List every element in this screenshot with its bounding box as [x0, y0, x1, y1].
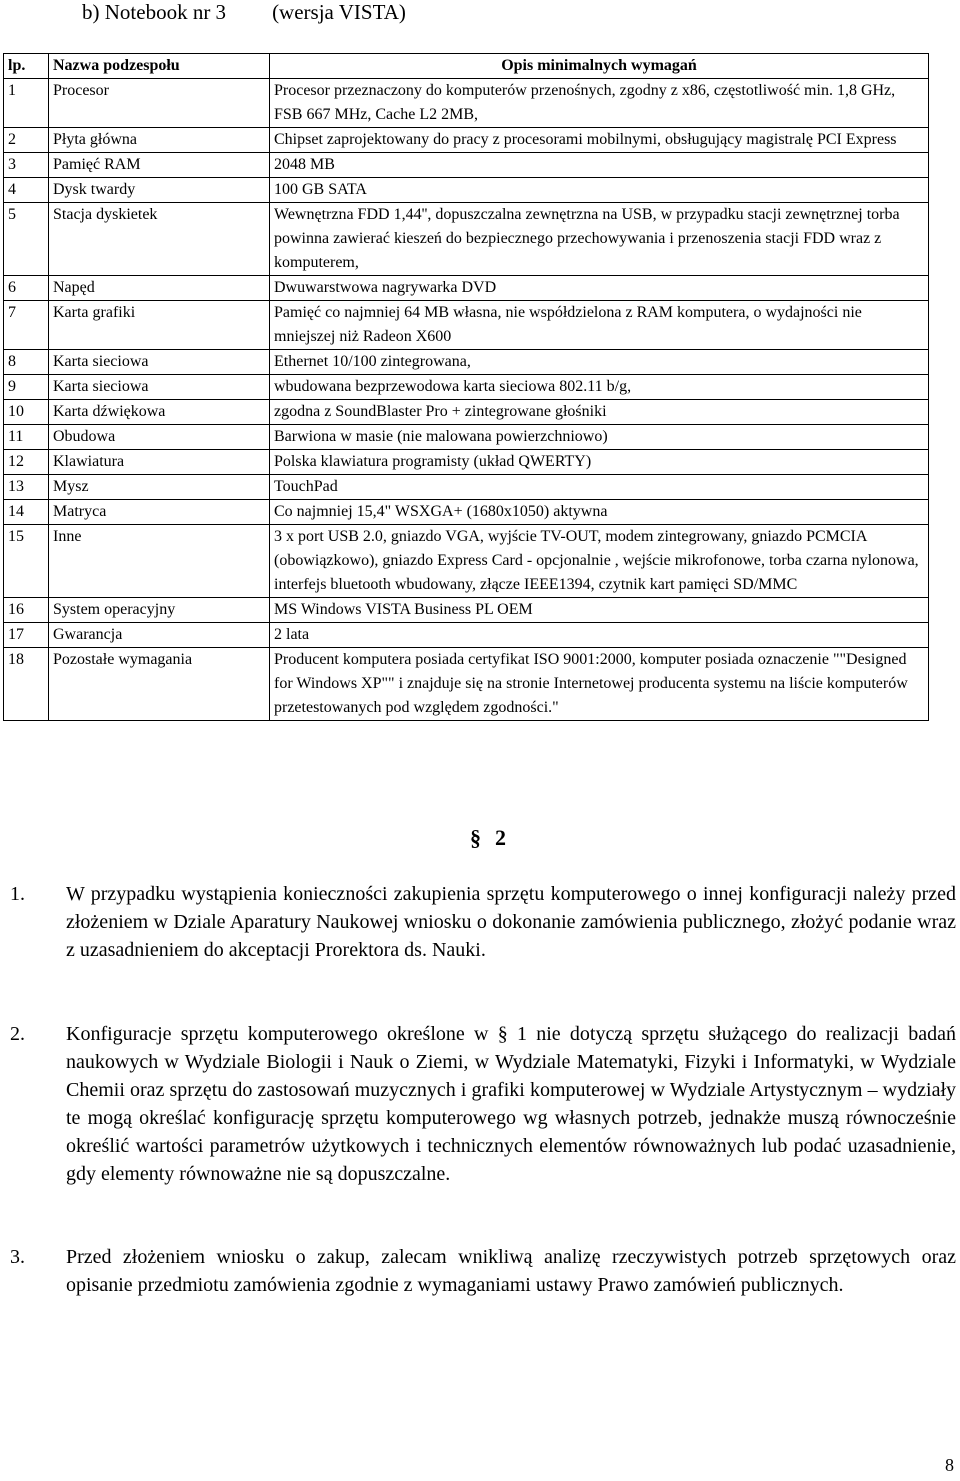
requirement-description: MS Windows VISTA Business PL OEM [270, 598, 929, 623]
table-row [4, 598, 929, 623]
component-name: Karta sieciowa [49, 375, 270, 400]
table-row [4, 153, 929, 178]
row-number: 5 [4, 203, 49, 276]
row-number: 11 [4, 425, 49, 450]
component-name: Mysz [49, 475, 270, 500]
component-name: Pozostałe wymagania [49, 648, 270, 721]
row-number: 13 [4, 475, 49, 500]
spec-table [3, 53, 929, 721]
header-description: Opis minimalnych wymagań [270, 54, 929, 79]
row-number: 7 [4, 301, 49, 350]
page-number: 8 [945, 1455, 954, 1475]
row-number: 9 [4, 375, 49, 400]
paragraph-text: W przypadku wystąpienia konieczności zakupienia sprzętu komputerowego o innej konfiguracji należy przed złożeniem w Dziale Aparatury Naukowej wniosku o dokonanie zamówienia publicznego, złożyć podanie wraz z uzasadnieniem do akceptacji Prorektora ds. Nauki. [66, 883, 956, 961]
row-number: 3 [4, 153, 49, 178]
paragraph-number: 2. [10, 1023, 25, 1045]
requirement-description: Procesor przeznaczony do komputerów przenośnych, zgodny z x86, częstotliwość min. 1,8 GHz, FSB 667 MHz, Cache L2 2MB, [270, 79, 929, 128]
table-row [4, 79, 929, 128]
table-row [4, 648, 929, 721]
paragraph-2 [10, 1020, 956, 1188]
table-header-row [4, 54, 929, 79]
component-name: Karta grafiki [49, 301, 270, 350]
requirement-description: Producent komputera posiada certyfikat ISO 9001:2000, komputer posiada oznaczenie ""Designed for Windows XP"" i znajduje się na stronie Internetowej producenta systemu na liście komputerów przetestowanych pod względem zgodności." [270, 648, 929, 721]
paragraph-1 [10, 880, 956, 964]
row-number: 12 [4, 450, 49, 475]
row-number: 10 [4, 400, 49, 425]
table-row [4, 525, 929, 598]
section-heading [470, 823, 506, 853]
component-name: Procesor [49, 79, 270, 128]
requirement-description: 2048 MB [270, 153, 929, 178]
component-name: System operacyjny [49, 598, 270, 623]
table-body [4, 79, 929, 721]
paragraph-number: 1. [10, 883, 25, 905]
requirement-description: Dwuwarstwowa nagrywarka DVD [270, 276, 929, 301]
requirement-description: wbudowana bezprzewodowa karta sieciowa 802.11 b/g, [270, 375, 929, 400]
requirement-description: Chipset zaprojektowany do pracy z procesorami mobilnymi, obsługujący magistralę PCI Express [270, 128, 929, 153]
component-name: Dysk twardy [49, 178, 270, 203]
component-name: Płyta główna [49, 128, 270, 153]
row-number: 14 [4, 500, 49, 525]
component-name: Pamięć RAM [49, 153, 270, 178]
table-row [4, 623, 929, 648]
table-row [4, 475, 929, 500]
requirement-description: zgodna z SoundBlaster Pro + zintegrowane głośniki [270, 400, 929, 425]
table-row [4, 178, 929, 203]
table-row [4, 450, 929, 475]
heading-label: b) Notebook nr 3 [82, 0, 227, 24]
table-row [4, 203, 929, 276]
component-name: Inne [49, 525, 270, 598]
header-name: Nazwa podzespołu [49, 54, 270, 79]
row-number: 1 [4, 79, 49, 128]
component-name: Stacja dyskietek [49, 203, 270, 276]
table-row [4, 400, 929, 425]
requirement-description: Wewnętrzna FDD 1,44'', dopuszczalna zewnętrzna na USB, w przypadku stacji zewnętrznej torba powinna zawierać kieszeń do bezpiecznego przechowywania i przenoszenia stacji FDD wraz z komputerem, [270, 203, 929, 276]
header-lp: lp. [4, 54, 49, 79]
component-name: Gwarancja [49, 623, 270, 648]
row-number: 16 [4, 598, 49, 623]
component-name: Matryca [49, 500, 270, 525]
row-number: 15 [4, 525, 49, 598]
requirement-description: Pamięć co najmniej 64 MB własna, nie współdzielona z RAM komputera, o wydajności nie mniejszej niż Radeon X600 [270, 301, 929, 350]
row-number: 17 [4, 623, 49, 648]
requirement-description: 2 lata [270, 623, 929, 648]
table-row [4, 276, 929, 301]
table-row [4, 301, 929, 350]
requirement-description: Polska klawiatura programisty (układ QWERTY) [270, 450, 929, 475]
requirement-description: 3 x port USB 2.0, gniazdo VGA, wyjście TV-OUT, modem zintegrowany, gniazdo PCMCIA (obowiązkowo), gniazdo Express Card - opcjonalnie , wejście mikrofonowe, torba czarna nylonowa, interfejs bluetooth wbudowany, złącze IEEE1394, czytnik kart pamięci SD/MMC [270, 525, 929, 598]
paragraph-3 [10, 1243, 956, 1299]
row-number: 18 [4, 648, 49, 721]
row-number: 6 [4, 276, 49, 301]
paragraph-text: Konfiguracje sprzętu komputerowego określone w § 1 nie dotyczą sprzętu służącego do realizacji badań naukowych w Wydziale Biologii i Nauk o Ziemi, w Wydziale Matematyki, Fizyki i Informatyki, w Wydziale Chemii oraz sprzętu do zastosowań muzycznych i grafiki komputerowej w Wydziale Artystycznym – wydziały te mogą określać konfigurację sprzętu komputerowego wg własnych potrzeb, jednakże muszą równocześnie określić wartości parametrów użytkowych i technicznych elementów równoważnych lub podać uzasadnienie, gdy elementy równoważne nie są dopuszczalne. [66, 1023, 956, 1185]
table-row [4, 128, 929, 153]
requirement-description: 100 GB SATA [270, 178, 929, 203]
component-name: Karta sieciowa [49, 350, 270, 375]
row-number: 2 [4, 128, 49, 153]
component-name: Obudowa [49, 425, 270, 450]
requirement-description: Ethernet 10/100 zintegrowana, [270, 350, 929, 375]
table-row [4, 375, 929, 400]
component-name: Karta dźwiękowa [49, 400, 270, 425]
component-name: Napęd [49, 276, 270, 301]
table-row [4, 350, 929, 375]
section-number: 2 [495, 825, 506, 850]
document-heading [82, 0, 406, 24]
heading-variant: (wersja VISTA) [272, 0, 406, 24]
requirement-description: Co najmniej 15,4" WSXGA+ (1680x1050) aktywna [270, 500, 929, 525]
table-row [4, 425, 929, 450]
row-number: 8 [4, 350, 49, 375]
table-row [4, 500, 929, 525]
requirement-description: Barwiona w masie (nie malowana powierzchniowo) [270, 425, 929, 450]
section-symbol: § [470, 825, 481, 850]
component-name: Klawiatura [49, 450, 270, 475]
paragraph-number: 3. [10, 1246, 25, 1268]
paragraph-text: Przed złożeniem wniosku o zakup, zalecam wnikliwą analizę rzeczywistych potrzeb sprzętowych oraz opisanie przedmiotu zamówienia zgodnie z wymaganiami ustawy Prawo zamówień publicznych. [66, 1246, 956, 1296]
requirement-description: TouchPad [270, 475, 929, 500]
row-number: 4 [4, 178, 49, 203]
